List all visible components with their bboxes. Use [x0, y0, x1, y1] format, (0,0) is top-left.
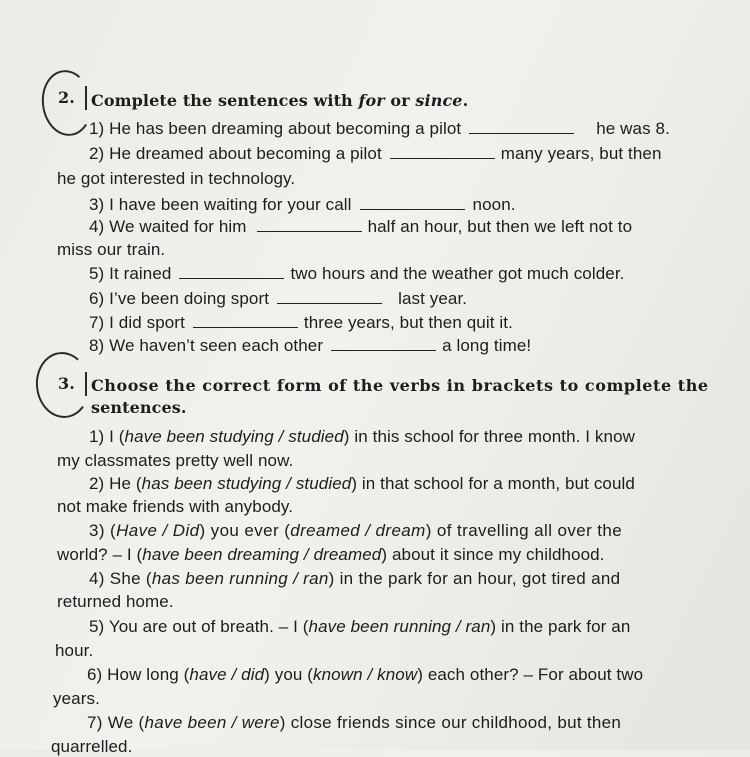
- answer-blank[interactable]: [390, 157, 495, 159]
- exercise-2-divider: [85, 86, 87, 110]
- ex2-sentence-4-cont: miss our train.: [57, 240, 166, 259]
- ex3-item-5-cont: hour.: [55, 641, 94, 660]
- ex3-item-1: 1) I (have been studying / studied) in this school for three month. I know: [89, 427, 636, 446]
- ex2-sentence-2: 2) He dreamed about becoming a pilot many years, but then: [89, 144, 662, 163]
- ex3-item-4: 4) She (has been running / ran) in the park for an hour, got tired and: [89, 569, 621, 588]
- ex2-sentence-7: 7) I did sport three years, but then quit it.: [89, 313, 513, 332]
- ex3-item-3: 3) (Have / Did) you ever (dreamed / dream) of travelling all over the: [89, 521, 623, 540]
- ex3-item-5: 5) You are out of breath. – I (have been running / ran) in the park for an: [89, 617, 631, 636]
- exercise-2-title: Complete the sentences with for or since.: [91, 91, 469, 110]
- exercise-3-title-cont: sentences.: [91, 398, 187, 417]
- ex3-item-6: 6) How long (have / did) you (known / know) each other? – For about two: [87, 665, 644, 684]
- answer-blank[interactable]: [193, 326, 298, 328]
- ex3-item-3-cont: world? – I (have been dreaming / dreamed) about it since my childhood.: [57, 545, 605, 564]
- ex2-sentence-3: 3) I have been waiting for your call noon.: [89, 195, 516, 214]
- ex2-sentence-8: 8) We haven’t seen each other a long time!: [89, 336, 532, 355]
- exercise-3-title: Choose the correct form of the verbs in brackets to complete the: [91, 376, 709, 395]
- ex3-item-4-cont: returned home.: [57, 592, 174, 611]
- exercise-3-divider: [85, 372, 87, 396]
- exercise-3-number: 3.: [58, 374, 75, 393]
- ex3-item-7: 7) We (have been / were) close friends since our childhood, but then: [87, 713, 622, 732]
- answer-blank[interactable]: [331, 349, 436, 351]
- answer-blank[interactable]: [469, 132, 574, 134]
- ex3-item-7-cont: quarrelled.: [51, 737, 133, 756]
- ex2-sentence-4: 4) We waited for him half an hour, but then we left not to: [89, 217, 633, 236]
- ex2-sentence-1: 1) He has been dreaming about becoming a pilot he was 8.: [89, 119, 670, 138]
- ex3-item-6-cont: years.: [53, 689, 100, 708]
- ex2-sentence-5: 5) It rained two hours and the weather got much colder.: [89, 264, 625, 283]
- ex3-item-2-cont: not make friends with anybody.: [57, 497, 294, 516]
- answer-blank[interactable]: [360, 208, 465, 210]
- ex3-item-2: 2) He (has been studying / studied) in that school for a month, but could: [89, 474, 635, 493]
- answer-blank[interactable]: [277, 302, 382, 304]
- ex2-sentence-2-cont: he got interested in technology.: [57, 169, 296, 188]
- ex3-item-1-cont: my classmates pretty well now.: [57, 451, 294, 470]
- answer-blank[interactable]: [179, 277, 284, 279]
- ex2-sentence-6: 6) I’ve been doing sport last year.: [89, 289, 468, 308]
- answer-blank[interactable]: [257, 230, 362, 232]
- exercise-2-number: 2.: [58, 88, 75, 107]
